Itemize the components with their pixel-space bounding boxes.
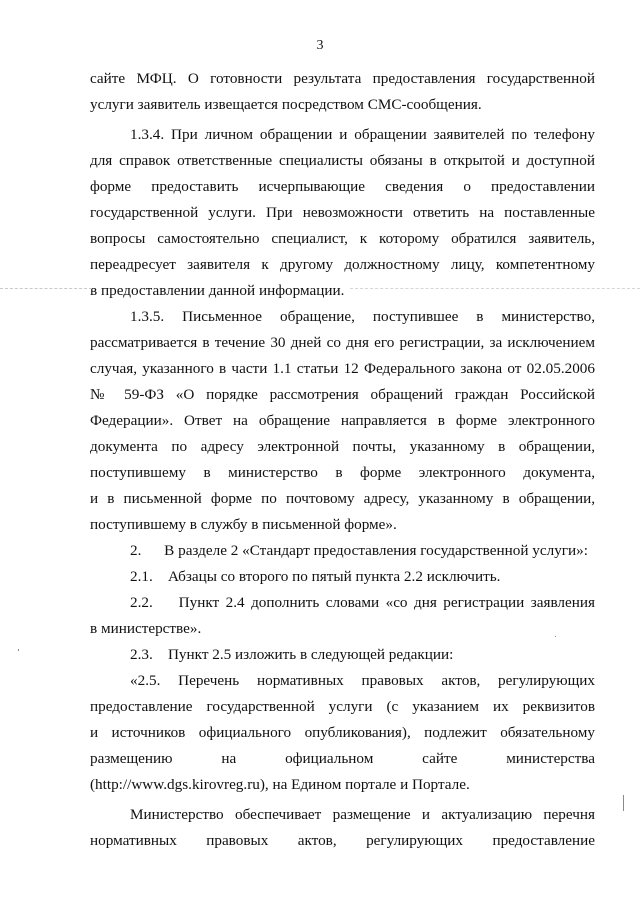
text-line: 2.2. Пункт 2.4 дополнить словами «со дня регистрации заявления	[130, 594, 595, 611]
text-line: 2.3. Пункт 2.5 изложить в следующей редакции:	[130, 646, 454, 663]
text-line: рассматривается в течение 30 дней со дня его регистрации, за исключением	[90, 334, 595, 351]
text-line: форме предоставить исчерпывающие сведения о предоставлении	[90, 178, 595, 195]
text-line: Министерство обеспечивает размещение и актуализацию перечня	[130, 806, 595, 823]
scan-artifact-line	[350, 288, 640, 289]
text-line: размещению на официальном сайте министерства	[90, 750, 595, 767]
text-line: в предоставлении данной информации.	[90, 282, 345, 299]
text-line: сайте МФЦ. О готовности результата предоставления государственной	[90, 70, 595, 87]
text-line: Федерации». Ответ на обращение направляется в форме электронного	[90, 412, 595, 429]
scan-artifact-line	[0, 288, 92, 289]
text-line: государственной услуги. При невозможности ответить на поставленные	[90, 204, 595, 221]
text-line: и в письменной форме по почтовому адресу, указанному в обращении,	[90, 490, 595, 507]
text-line: 2. В разделе 2 «Стандарт предоставления государственной услуги»:	[130, 542, 588, 559]
text-line: в министерстве».	[90, 620, 202, 637]
text-line: 2.1. Абзацы со второго по пятый пункта 2.2 исключить.	[130, 568, 501, 585]
text-line: переадресует заявителя к другому должностному лицу, компетентному	[90, 256, 595, 273]
text-line: услуги заявитель извещается посредством СМС-сообщения.	[90, 96, 482, 113]
text-line: и источников официального опубликования), подлежит обязательному	[90, 724, 595, 741]
text-line: для справок ответственные специалисты обязаны в открытой и доступной	[90, 152, 595, 169]
scan-speck	[623, 795, 624, 811]
text-line: вопросы самостоятельно специалист, к которому обратился заявитель,	[90, 230, 595, 247]
scan-speck	[555, 636, 556, 637]
scan-speck	[18, 649, 19, 651]
text-line: 1.3.4. При личном обращении и обращении заявителей по телефону	[130, 126, 595, 143]
text-line: документа по адресу электронной почты, указанному в обращении,	[90, 438, 595, 455]
text-line: случая, указанного в части 1.1 статьи 12 Федерального закона от 02.05.2006	[90, 360, 595, 377]
text-line: 1.3.5. Письменное обращение, поступившее в министерство,	[130, 308, 595, 325]
text-line: поступившему в службу в письменной форме».	[90, 516, 397, 533]
text-line: «2.5. Перечень нормативных правовых актов, регулирующих	[130, 672, 595, 689]
text-line: нормативных правовых актов, регулирующих предоставление	[90, 832, 595, 849]
text-line: предоставление государственной услуги (с указанием их реквизитов	[90, 698, 595, 715]
text-line: № 59-ФЗ «О порядке рассмотрения обращений граждан Российской	[90, 386, 595, 403]
page-number: 3	[316, 38, 324, 53]
text-line: поступившему в министерство в форме электронного документа,	[90, 464, 595, 481]
text-line: (http://www.dgs.kirovreg.ru), на Едином портале и Портале.	[90, 776, 470, 793]
